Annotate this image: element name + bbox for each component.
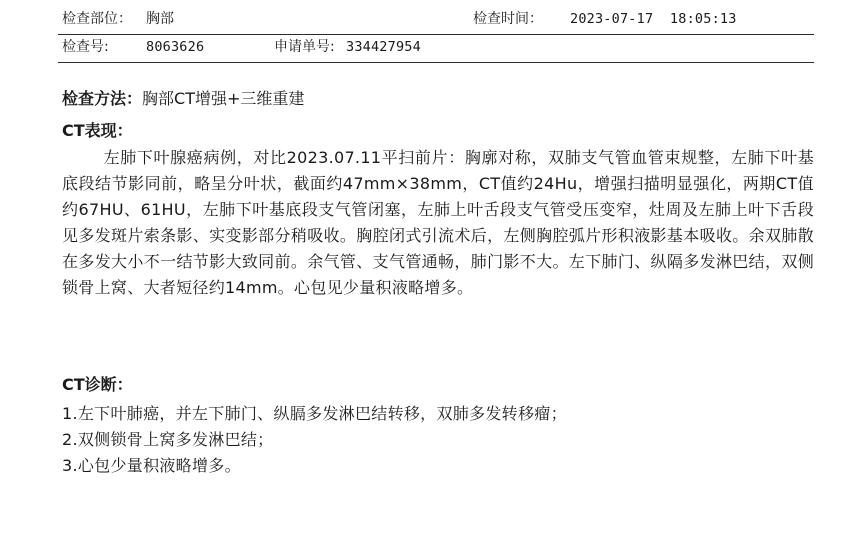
diagnosis-item: 2.双侧锁骨上窝多发淋巴结； [62,430,274,449]
exam-site-label: 检查部位： [62,11,132,27]
diagnosis-item: 1.左下叶肺癌，并左下肺门、纵膈多发淋巴结转移，双肺多发转移瘤； [62,404,567,423]
diagnosis-item: 3.心包少量积液略增多。 [62,456,241,475]
diagnosis-title: CT诊断： [62,375,133,394]
exam-method [62,88,304,110]
header-row-ids [62,38,814,58]
exam-site-value: 胸部 [146,11,174,27]
diagnosis-list [62,401,567,479]
header-row-site-time [62,10,814,30]
findings-title: CT表现： [62,121,133,140]
header-divider-bottom [58,62,814,63]
exam-method-label: 检查方法： [62,89,143,108]
exam-time-label: 检查时间： [473,11,543,27]
exam-no-label: 检查号: [62,39,109,55]
request-no-label: 申请单号: [274,39,335,55]
findings-text: 左肺下叶腺癌病例，对比2023.07.11平扫前片：胸廓对称，双肺支气管血管束规整，左肺下叶基底段结节影同前，略呈分叶状，截面约47mm×38mm，CT值约24Hu，增强扫描明显强化，两期CT值约67HU、61HU，左肺下叶基底段支气管闭塞，左肺上叶舌段支气管受压变窄，灶周及左肺上叶下舌段见多发斑片索条影、实变影部分稍吸收。胸腔闭式引流术后，左侧胸腔弧片形积液影基本吸收。余双肺散在多发大小不一结节影大致同前。余气管、支气管通畅，肺门影不大。左下肺门、纵隔多发淋巴结，双侧锁骨上窝、大者短径约14mm。心包见少量积液略增多。 [62,148,814,297]
exam-no-value: 8063626 [146,39,205,55]
exam-time-value: 2023-07-17 18:05:13 [570,11,737,27]
exam-method-value: 胸部CT增强+三维重建 [142,89,305,108]
request-no-value: 334427954 [346,39,421,55]
header-divider-top [58,34,814,35]
